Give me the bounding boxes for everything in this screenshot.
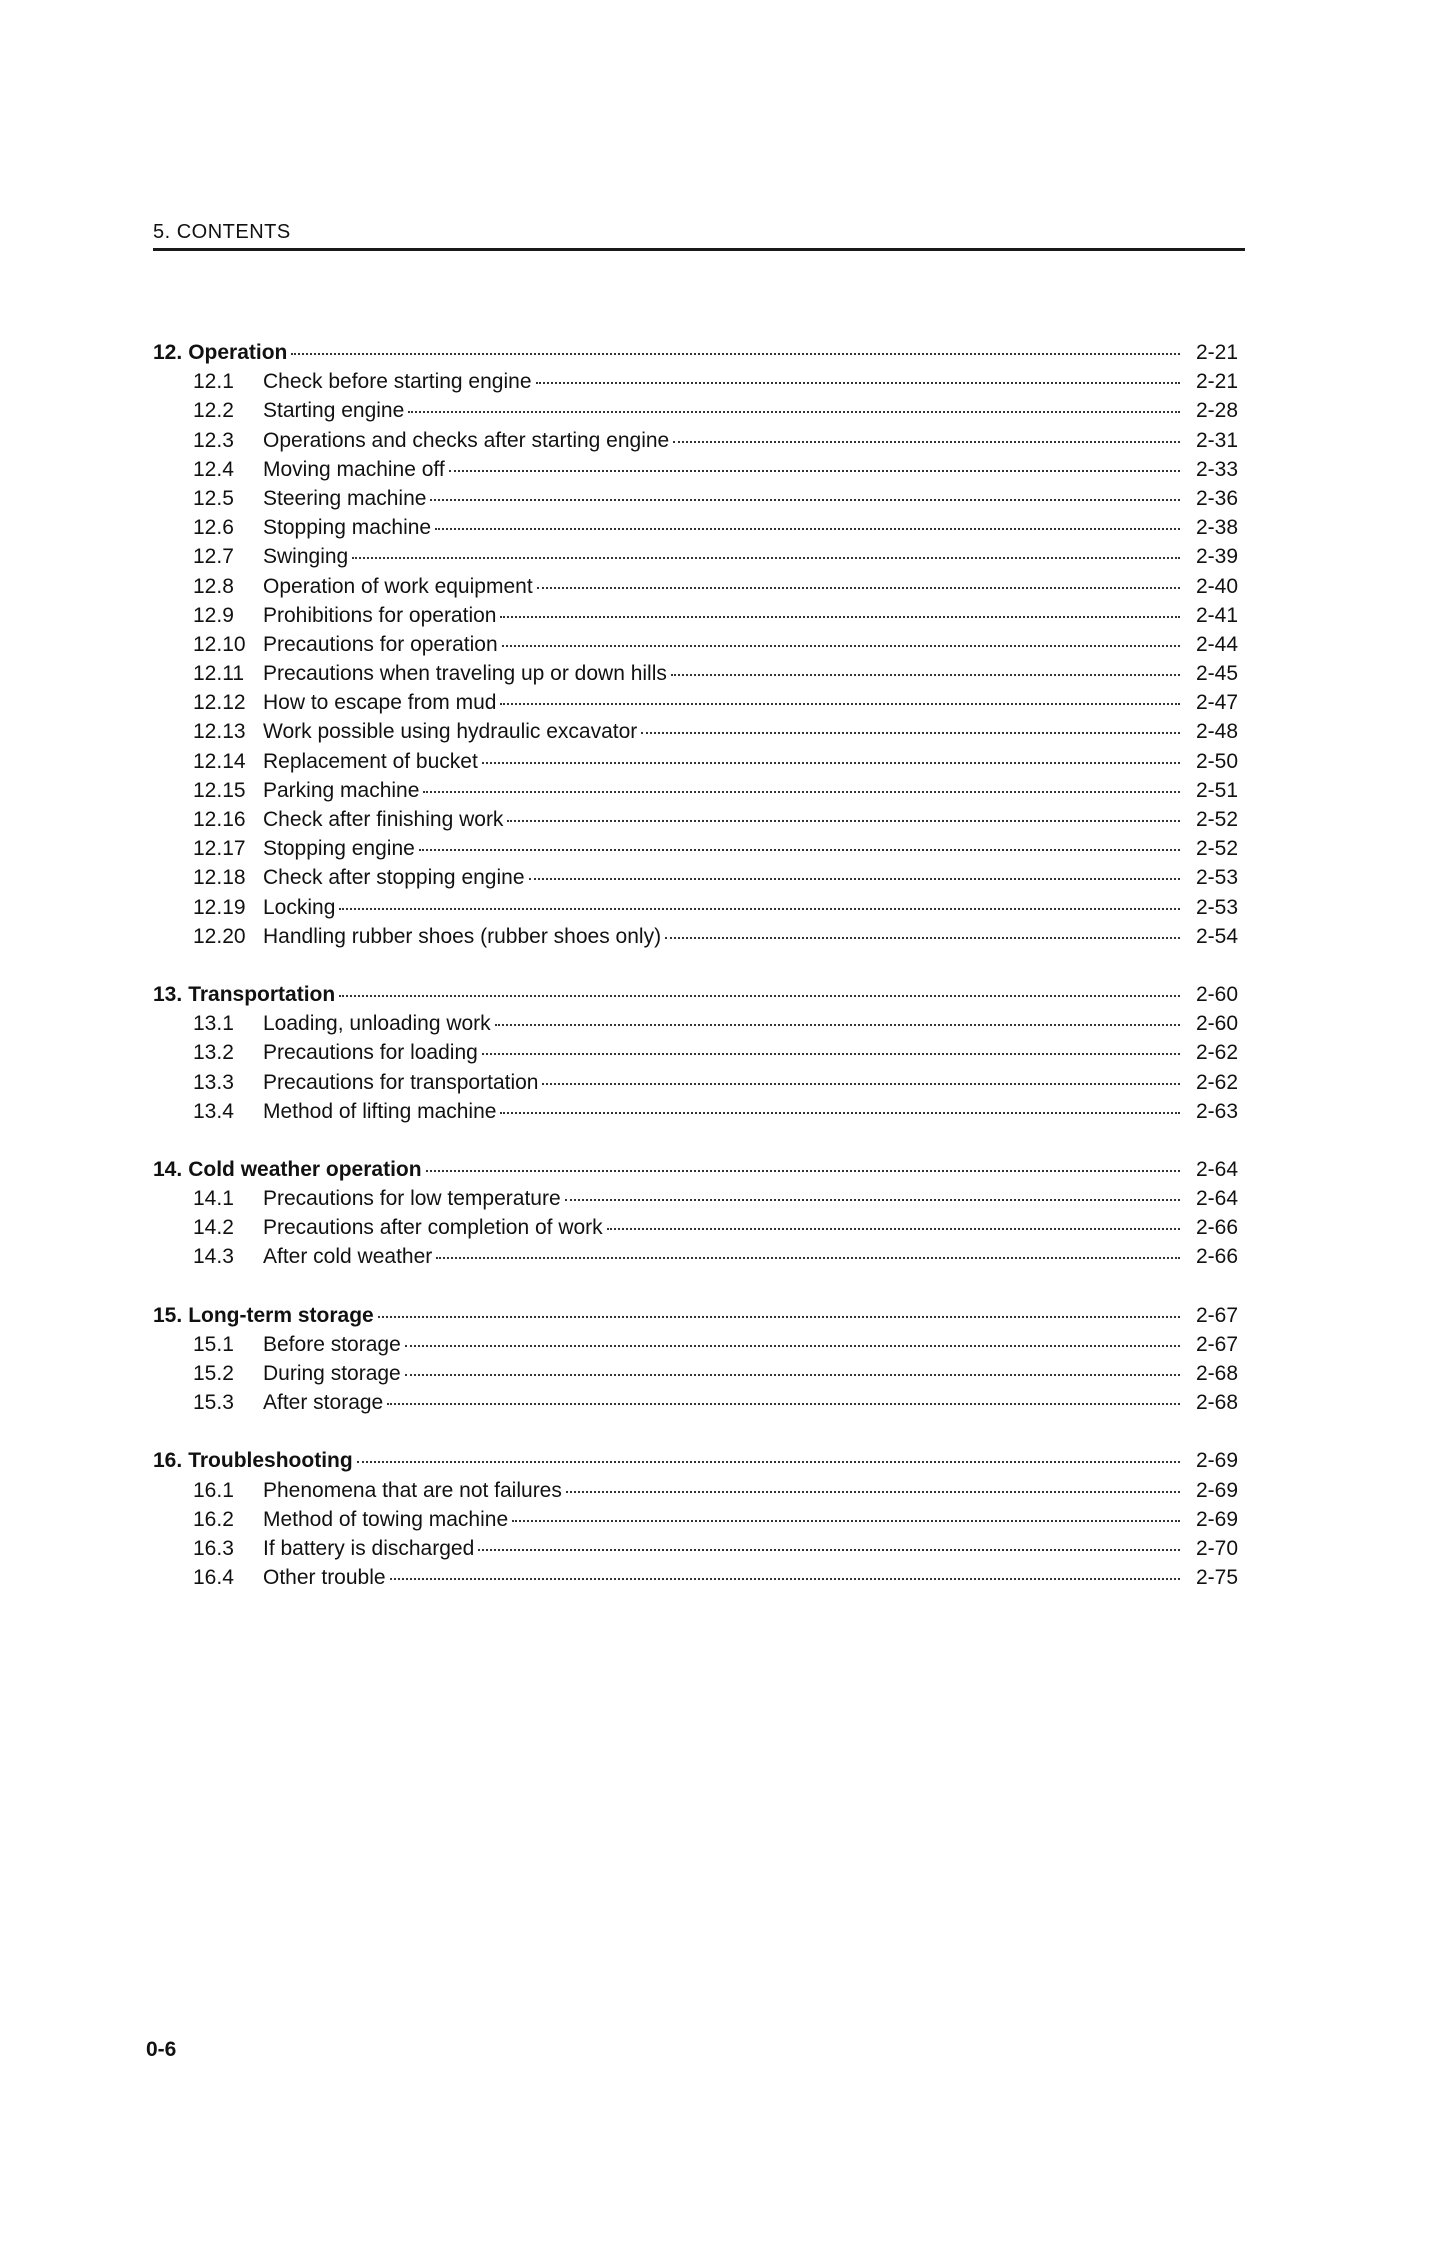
entry-page: 2-66 xyxy=(1195,1216,1238,1240)
entry-page: 2-45 xyxy=(1195,662,1238,686)
toc-item-row xyxy=(153,1038,1238,1067)
toc-item-row xyxy=(153,484,1238,513)
entry-page: 2-69 xyxy=(1195,1478,1238,1502)
entry-title: Precautions after completion of work xyxy=(263,1216,603,1240)
entry-number: 16.2 xyxy=(193,1507,234,1531)
entry-page: 2-68 xyxy=(1195,1391,1238,1415)
dot-leader xyxy=(339,904,1180,910)
toc-item-row xyxy=(153,426,1238,455)
toc-item-row xyxy=(153,542,1238,571)
entry-title: Transportation xyxy=(188,982,336,1006)
toc-item-row xyxy=(153,1213,1238,1242)
toc-chapter-row xyxy=(153,338,1238,367)
dot-leader xyxy=(566,1487,1180,1493)
entry-title: Precautions for transportation xyxy=(263,1070,539,1094)
toc-section xyxy=(153,1155,1238,1272)
entry-page: 2-52 xyxy=(1195,837,1238,861)
entry-title: Precautions for loading xyxy=(263,1041,478,1065)
entry-number: 13.4 xyxy=(193,1099,234,1123)
entry-number: 12.7 xyxy=(193,545,234,569)
entry-title: Operations and checks after starting engine xyxy=(263,428,670,452)
entry-number: 12. xyxy=(153,341,183,364)
entry-page: 2-40 xyxy=(1195,574,1238,598)
entry-number: 15. xyxy=(153,1303,183,1327)
entry-title: Phenomena that are not failures xyxy=(263,1478,562,1502)
dot-leader xyxy=(482,758,1180,764)
entry-page: 2-67 xyxy=(1195,1332,1238,1356)
entry-title: Precautions for operation xyxy=(263,632,498,656)
entry-page: 2-21 xyxy=(1195,370,1238,394)
entry-page: 2-63 xyxy=(1195,1099,1238,1123)
dot-leader xyxy=(641,728,1180,734)
toc-item-row xyxy=(153,717,1238,746)
entry-number: 12.3 xyxy=(193,428,234,452)
entry-title: Steering machine xyxy=(263,486,427,510)
entry-title: Work possible using hydraulic excavator xyxy=(263,720,638,744)
entry-number: 14.1 xyxy=(193,1187,234,1211)
dot-leader xyxy=(339,991,1180,997)
entry-page: 2-53 xyxy=(1195,895,1238,919)
entry-title: Check after stopping engine xyxy=(263,866,525,890)
entry-number: 16.3 xyxy=(193,1536,234,1560)
entry-number: 12.10 xyxy=(193,632,246,656)
entry-title: Stopping engine xyxy=(263,837,415,861)
toc-item-row xyxy=(153,1359,1238,1388)
page-header xyxy=(153,212,1245,251)
dot-leader xyxy=(495,1020,1180,1026)
entry-title: Check before starting engine xyxy=(263,370,532,394)
entry-page: 2-64 xyxy=(1195,1187,1238,1211)
entry-page: 2-47 xyxy=(1195,691,1238,715)
entry-title: Replacement of bucket xyxy=(263,749,478,773)
entry-page: 2-33 xyxy=(1195,457,1238,481)
dot-leader xyxy=(673,437,1180,443)
entry-number: 16.1 xyxy=(193,1478,234,1502)
entry-number: 14. xyxy=(153,1157,183,1181)
toc-chapter-row xyxy=(153,1155,1238,1184)
entry-page: 2-50 xyxy=(1195,749,1238,773)
entry-title: Method of towing machine xyxy=(263,1507,509,1531)
entry-title: Prohibitions for operation xyxy=(263,603,497,627)
entry-page: 2-67 xyxy=(1195,1303,1238,1327)
entry-number: 13. xyxy=(153,982,183,1006)
header-title: 5. CONTENTS xyxy=(153,221,291,243)
entry-number: 12.8 xyxy=(193,574,234,598)
toc-item-row xyxy=(153,455,1238,484)
toc-chapter-row xyxy=(153,980,1238,1009)
entry-title: Moving machine off xyxy=(263,457,445,481)
dot-leader xyxy=(387,1399,1180,1405)
dot-leader xyxy=(536,378,1181,384)
entry-number: 15.3 xyxy=(193,1391,234,1415)
entry-page: 2-44 xyxy=(1195,632,1238,656)
dot-leader xyxy=(529,874,1180,880)
entry-page: 2-60 xyxy=(1195,982,1238,1006)
dot-leader xyxy=(430,495,1180,501)
toc-item-row xyxy=(153,601,1238,630)
entry-page: 2-69 xyxy=(1195,1449,1238,1473)
entry-page: 2-51 xyxy=(1195,778,1238,802)
dot-leader xyxy=(408,407,1180,413)
toc-item-row xyxy=(153,1388,1238,1417)
dot-leader xyxy=(482,1049,1180,1055)
entry-title: Other trouble xyxy=(263,1566,386,1590)
entry-page: 2-62 xyxy=(1195,1041,1238,1065)
dot-leader xyxy=(537,583,1180,589)
toc-item-row xyxy=(153,572,1238,601)
entry-number: 12.11 xyxy=(193,662,244,686)
toc-section xyxy=(153,1301,1238,1418)
entry-number: 12.20 xyxy=(193,924,246,948)
dot-leader xyxy=(436,1253,1180,1259)
entry-number: 12.9 xyxy=(193,603,234,627)
dot-leader xyxy=(423,787,1180,793)
dot-leader xyxy=(449,466,1180,472)
entry-number: 12.16 xyxy=(193,808,246,831)
dot-leader xyxy=(542,1079,1180,1085)
toc-item-row xyxy=(153,922,1238,951)
dot-leader xyxy=(500,699,1180,705)
toc-item-row xyxy=(153,367,1238,396)
entry-title: Swinging xyxy=(263,545,349,569)
toc-item-row xyxy=(153,1534,1238,1563)
entry-number: 15.2 xyxy=(193,1362,234,1385)
toc-item-row xyxy=(153,1009,1238,1038)
entry-number: 16. xyxy=(153,1449,183,1473)
entry-page: 2-36 xyxy=(1195,486,1238,510)
toc-item-row xyxy=(153,1476,1238,1505)
dot-leader xyxy=(500,1108,1180,1114)
entry-page: 2-28 xyxy=(1195,399,1238,423)
entry-page: 2-69 xyxy=(1195,1507,1238,1531)
dot-leader xyxy=(357,1457,1180,1463)
entry-page: 2-60 xyxy=(1195,1012,1238,1036)
toc-item-row xyxy=(153,747,1238,776)
entry-page: 2-70 xyxy=(1195,1536,1238,1560)
entry-page: 2-52 xyxy=(1195,808,1238,831)
dot-leader xyxy=(426,1166,1180,1172)
dot-leader xyxy=(565,1195,1180,1201)
dot-leader xyxy=(507,816,1180,822)
entry-number: 12.5 xyxy=(193,486,234,510)
toc-item-row xyxy=(153,630,1238,659)
entry-title: Starting engine xyxy=(263,399,405,423)
entry-number: 12.6 xyxy=(193,516,234,540)
entry-title: Precautions when traveling up or down hills xyxy=(263,662,667,686)
entry-page: 2-66 xyxy=(1195,1245,1238,1269)
toc-item-row xyxy=(153,893,1238,922)
entry-title: Operation of work equipment xyxy=(263,574,533,598)
entry-number: 14.2 xyxy=(193,1216,234,1240)
entry-page: 2-54 xyxy=(1195,924,1238,948)
dot-leader xyxy=(665,933,1180,939)
toc-item-row xyxy=(153,1330,1238,1359)
toc-section xyxy=(153,1446,1238,1592)
dot-leader xyxy=(435,524,1180,530)
toc-item-row xyxy=(153,776,1238,805)
toc-item-row xyxy=(153,1505,1238,1534)
toc-section xyxy=(153,980,1238,1126)
entry-page: 2-41 xyxy=(1195,603,1238,627)
entry-title: Parking machine xyxy=(263,778,420,802)
entry-page: 2-39 xyxy=(1195,545,1238,569)
dot-leader xyxy=(419,845,1180,851)
entry-number: 12.17 xyxy=(193,837,246,861)
entry-page: 2-53 xyxy=(1195,866,1238,890)
dot-leader xyxy=(478,1545,1180,1551)
entry-title: During storage xyxy=(263,1362,401,1385)
toc-item-row xyxy=(153,1068,1238,1097)
dot-leader xyxy=(291,349,1180,355)
toc-item-row xyxy=(153,805,1238,834)
dot-leader xyxy=(502,641,1180,647)
dot-leader xyxy=(378,1312,1180,1318)
entry-number: 16.4 xyxy=(193,1566,234,1590)
dot-leader xyxy=(671,670,1180,676)
dot-leader xyxy=(390,1574,1180,1580)
entry-number: 15.1 xyxy=(193,1332,234,1356)
dot-leader xyxy=(405,1341,1180,1347)
entry-number: 12.15 xyxy=(193,778,246,802)
dot-leader xyxy=(607,1224,1180,1230)
toc-chapter-row xyxy=(153,1446,1238,1475)
table-of-contents xyxy=(153,338,1238,1621)
entry-page: 2-21 xyxy=(1195,341,1238,364)
entry-number: 12.4 xyxy=(193,457,234,481)
entry-title: Cold weather operation xyxy=(188,1157,422,1181)
dot-leader xyxy=(352,553,1180,559)
entry-title: Handling rubber shoes (rubber shoes only) xyxy=(263,924,662,948)
dot-leader xyxy=(512,1516,1180,1522)
dot-leader xyxy=(500,612,1180,618)
entry-page: 2-75 xyxy=(1195,1566,1238,1590)
toc-item-row xyxy=(153,834,1238,863)
entry-title: Long-term storage xyxy=(188,1303,374,1327)
toc-chapter-row xyxy=(153,1301,1238,1330)
toc-item-row xyxy=(153,659,1238,688)
entry-title: How to escape from mud xyxy=(263,691,497,715)
toc-item-row xyxy=(153,1563,1238,1592)
toc-item-row xyxy=(153,863,1238,892)
entry-number: 13.2 xyxy=(193,1041,234,1065)
toc-item-row xyxy=(153,688,1238,717)
toc-item-row xyxy=(153,396,1238,425)
entry-number: 13.3 xyxy=(193,1070,234,1094)
toc-item-row xyxy=(153,1097,1238,1126)
entry-page: 2-64 xyxy=(1195,1157,1238,1181)
entry-number: 12.12 xyxy=(193,691,246,715)
entry-title: Precautions for low temperature xyxy=(263,1187,561,1211)
entry-title: Troubleshooting xyxy=(188,1449,353,1473)
entry-page: 2-31 xyxy=(1195,428,1238,452)
entry-title: If battery is discharged xyxy=(263,1536,475,1560)
entry-title: Stopping machine xyxy=(263,516,432,540)
entry-number: 12.2 xyxy=(193,399,234,423)
entry-page: 2-48 xyxy=(1195,720,1238,744)
entry-number: 14.3 xyxy=(193,1245,234,1269)
entry-page: 2-38 xyxy=(1195,516,1238,540)
entry-number: 12.1 xyxy=(193,370,234,394)
toc-section xyxy=(153,338,1238,951)
entry-title: Before storage xyxy=(263,1332,401,1356)
dot-leader xyxy=(405,1370,1180,1376)
entry-number: 12.19 xyxy=(193,895,246,919)
toc-item-row xyxy=(153,513,1238,542)
entry-title: Check after finishing work xyxy=(263,808,504,831)
toc-item-row xyxy=(153,1184,1238,1213)
entry-title: Operation xyxy=(188,341,288,364)
entry-title: Loading, unloading work xyxy=(263,1012,491,1036)
entry-title: After cold weather xyxy=(263,1245,433,1269)
entry-title: After storage xyxy=(263,1391,384,1415)
entry-title: Method of lifting machine xyxy=(263,1099,497,1123)
entry-page: 2-68 xyxy=(1195,1362,1238,1385)
entry-number: 12.14 xyxy=(193,749,246,773)
entry-title: Locking xyxy=(263,895,336,919)
entry-number: 12.13 xyxy=(193,720,246,744)
page-number: 0-6 xyxy=(146,2038,177,2061)
entry-page: 2-62 xyxy=(1195,1070,1238,1094)
entry-number: 13.1 xyxy=(193,1012,234,1036)
toc-item-row xyxy=(153,1242,1238,1271)
entry-number: 12.18 xyxy=(193,866,246,890)
